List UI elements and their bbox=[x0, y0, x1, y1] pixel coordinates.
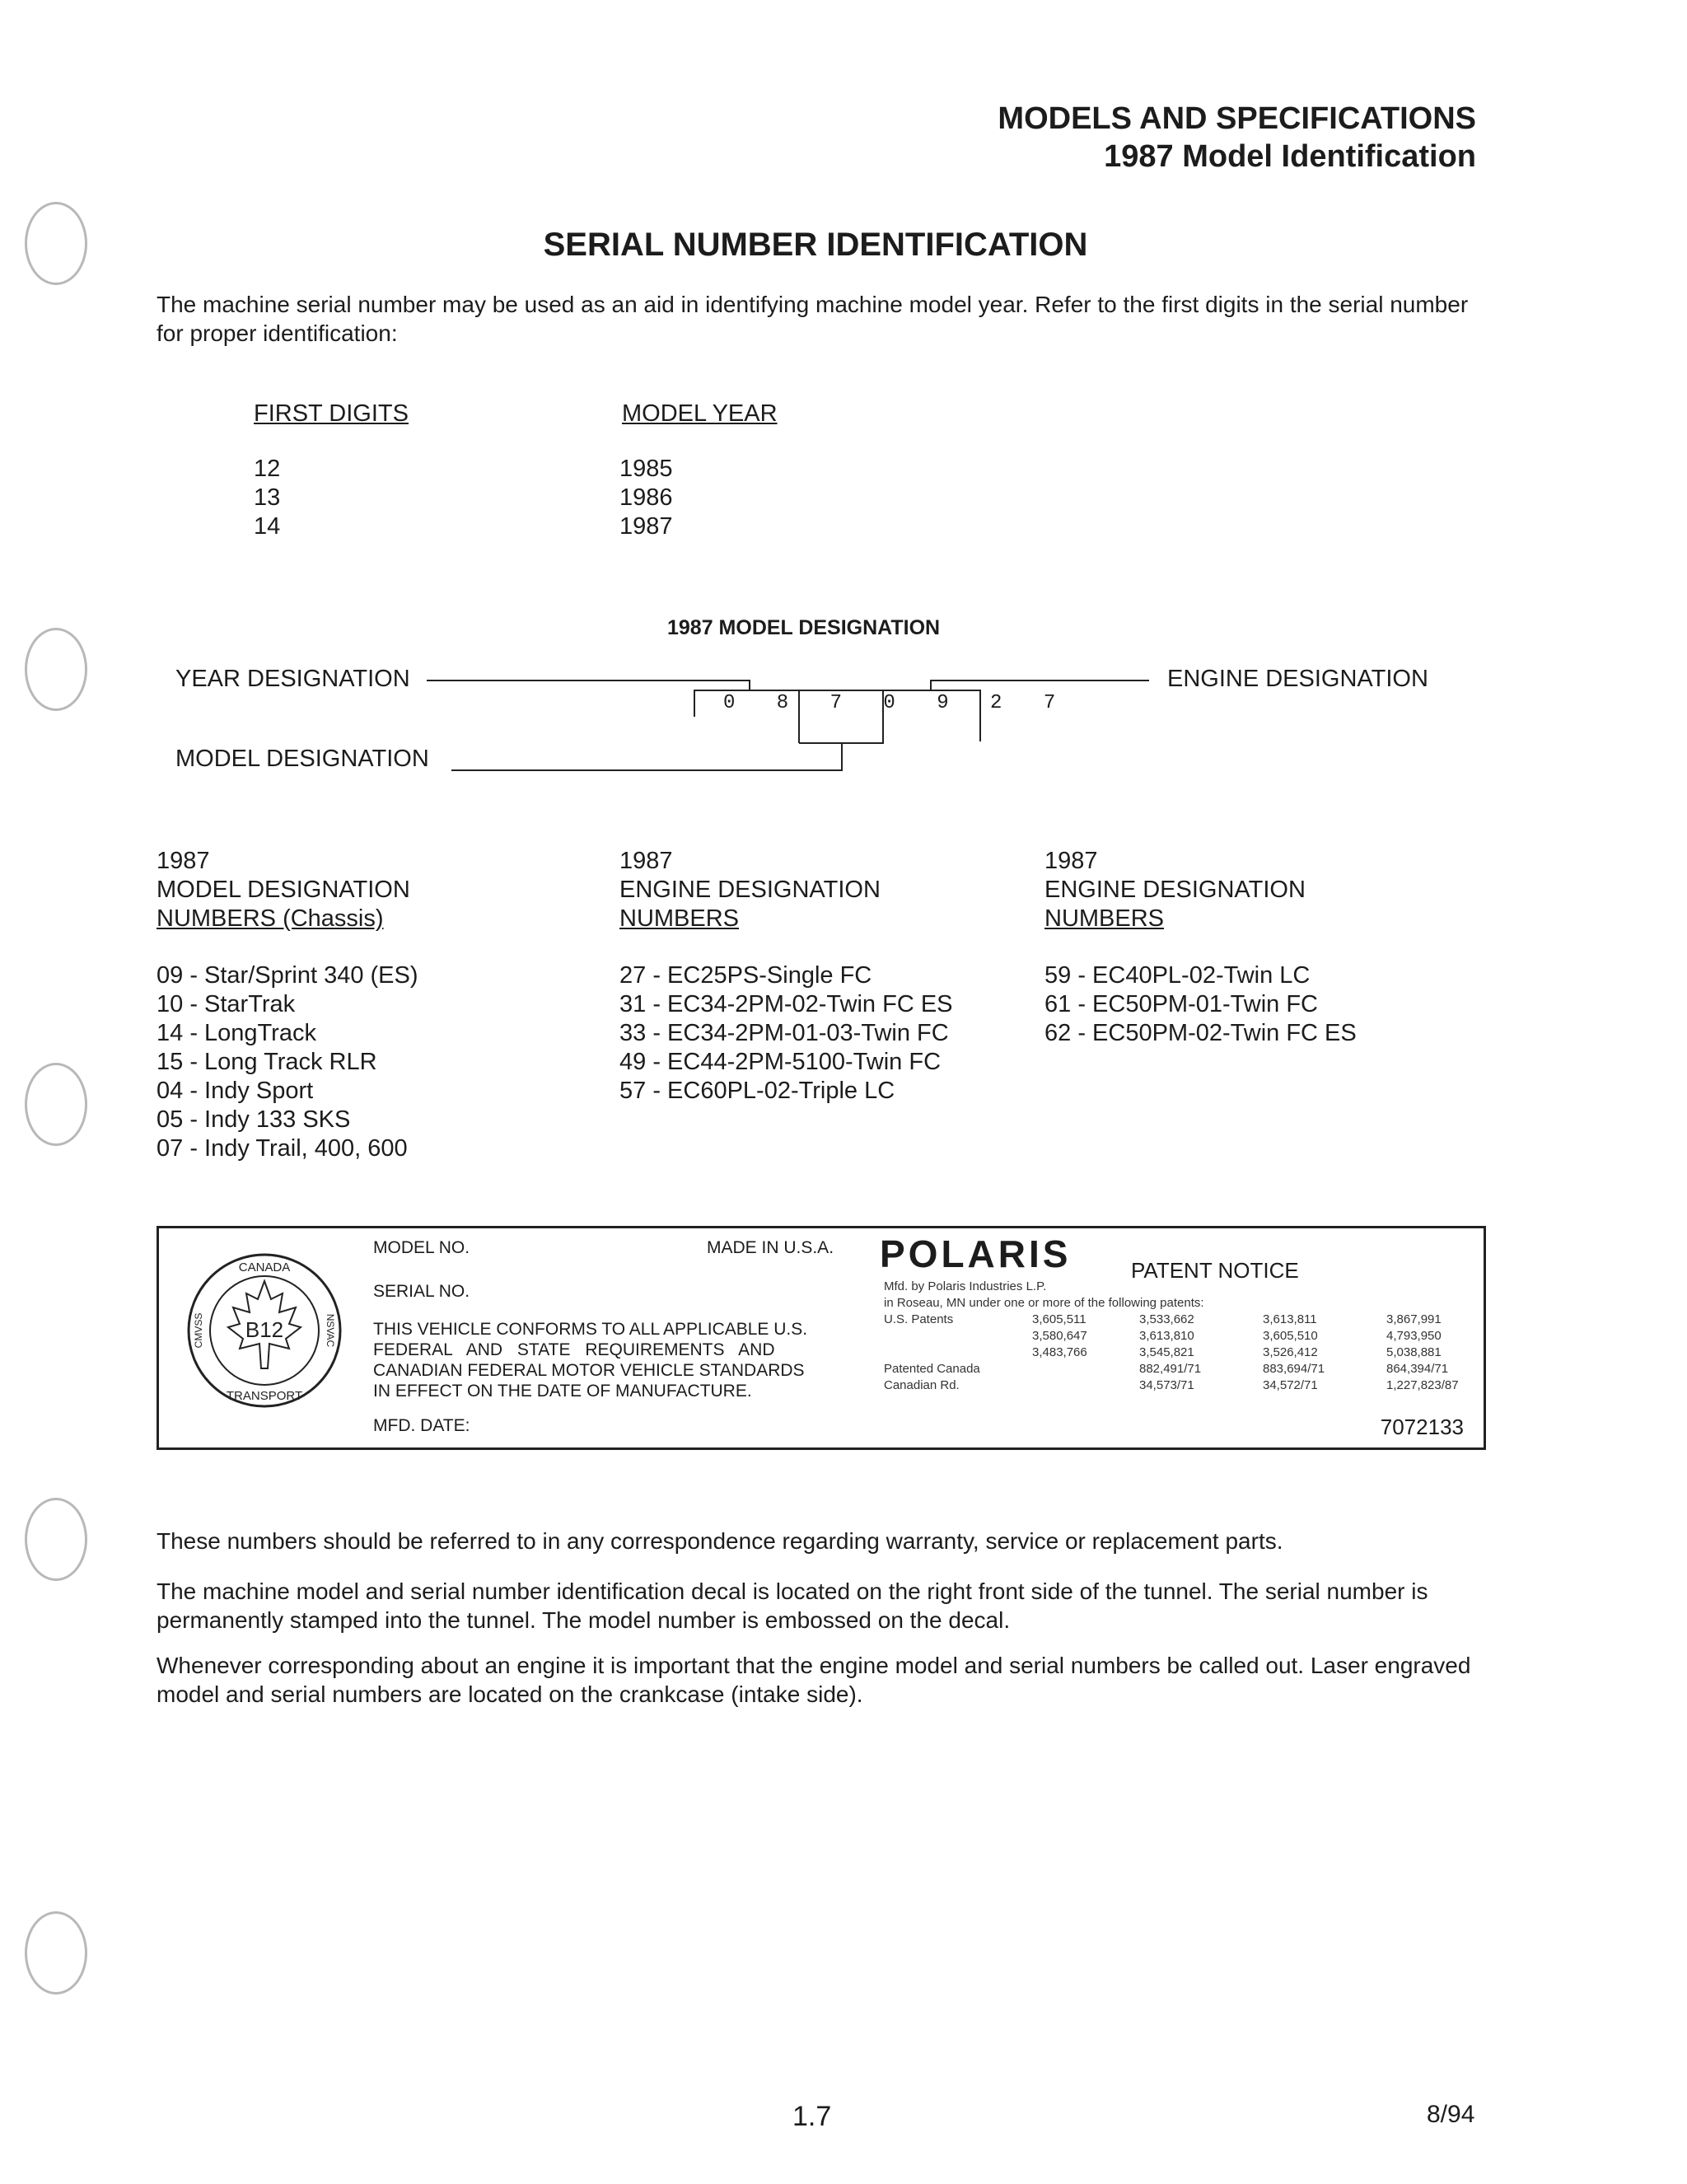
location-text: in Roseau, MN under one or more of the following patents: bbox=[884, 1296, 1204, 1310]
patent-value: 34,573/71 bbox=[1139, 1378, 1194, 1392]
first-digits-value: 12 bbox=[254, 456, 281, 482]
model-year-heading: MODEL YEAR bbox=[622, 400, 778, 427]
model-no-label: MODEL NO. bbox=[373, 1238, 470, 1257]
patent-value: 3,580,647 bbox=[1032, 1329, 1087, 1343]
table-heading: ENGINE DESIGNATION bbox=[619, 877, 881, 903]
list-item: 31 - EC34-2PM-02-Twin FC ES bbox=[619, 991, 953, 1017]
patent-value: 3,526,412 bbox=[1263, 1345, 1318, 1359]
serial-intro: The machine serial number may be used as an aid in identifying machine model year. Refer to the first digits in the serial number for proper identification: bbox=[157, 292, 1469, 346]
list-item: 09 - Star/Sprint 340 (ES) bbox=[157, 962, 418, 989]
first-digits-value: 14 bbox=[254, 513, 281, 540]
revision-date: 8/94 bbox=[1427, 2101, 1475, 2128]
conformity-statement bbox=[373, 1319, 807, 1401]
patent-value: 3,605,510 bbox=[1263, 1329, 1318, 1343]
patent-row bbox=[884, 1345, 1477, 1362]
table-year: 1987 bbox=[619, 848, 673, 874]
table-heading: ENGINE DESIGNATION bbox=[1044, 877, 1306, 903]
table-subheading: NUMBERS bbox=[1044, 905, 1165, 932]
patent-value: 883,694/71 bbox=[1263, 1362, 1325, 1376]
patent-value: 34,572/71 bbox=[1263, 1378, 1318, 1392]
model-designation-label: MODEL DESIGNATION bbox=[175, 746, 429, 772]
model-year-value: 1985 bbox=[619, 456, 673, 482]
polaris-logo: POLARIS bbox=[880, 1232, 1072, 1275]
mfd-date-label: MFD. DATE: bbox=[373, 1416, 470, 1435]
patent-value: 3,613,811 bbox=[1263, 1312, 1317, 1326]
seal-center-text: B12 bbox=[245, 1317, 284, 1342]
model-designation-table bbox=[157, 847, 418, 1163]
made-in-label: MADE IN U.S.A. bbox=[707, 1238, 834, 1257]
list-item: 15 - Long Track RLR bbox=[157, 1049, 377, 1075]
patent-value: 3,613,810 bbox=[1139, 1329, 1194, 1343]
patent-table bbox=[884, 1312, 1477, 1395]
designation-diagram-title: 1987 MODEL DESIGNATION bbox=[667, 616, 941, 639]
patent-row-label: U.S. Patents bbox=[884, 1312, 954, 1326]
patent-row-label: Patented Canada bbox=[884, 1362, 980, 1376]
model-year-value: 1987 bbox=[619, 513, 673, 540]
patent-notice-heading: PATENT NOTICE bbox=[1131, 1258, 1299, 1283]
conformity-line: FEDERAL AND STATE REQUIREMENTS AND bbox=[373, 1340, 775, 1359]
engine-designation-table-2 bbox=[1044, 847, 1357, 1048]
serial-no-label: SERIAL NO. bbox=[373, 1282, 470, 1301]
list-item: 27 - EC25PS-Single FC bbox=[619, 962, 872, 989]
table-year: 1987 bbox=[157, 848, 210, 874]
patent-value: 3,605,511 bbox=[1032, 1312, 1087, 1326]
canada-transport-seal-icon bbox=[182, 1248, 347, 1413]
first-digits-heading: FIRST DIGITS bbox=[254, 400, 409, 427]
subsection-title: 1987 Model Identification bbox=[1104, 139, 1476, 174]
list-item: 07 - Indy Trail, 400, 600 bbox=[157, 1135, 408, 1162]
patent-value: 3,533,662 bbox=[1139, 1312, 1194, 1326]
list-item: 04 - Indy Sport bbox=[157, 1078, 314, 1104]
binder-hole-5 bbox=[25, 1911, 87, 1995]
patent-value: 1,227,823/87 bbox=[1386, 1378, 1459, 1392]
identification-decal bbox=[157, 1226, 1486, 1450]
mfd-by-text: Mfd. by Polaris Industries L.P. bbox=[884, 1279, 1047, 1293]
decal-part-number: 7072133 bbox=[1380, 1415, 1464, 1439]
year-designation-label: YEAR DESIGNATION bbox=[175, 666, 410, 692]
patent-value: 3,867,991 bbox=[1386, 1312, 1442, 1326]
model-year-value: 1986 bbox=[619, 484, 673, 511]
conformity-line: CANADIAN FEDERAL MOTOR VEHICLE STANDARDS bbox=[373, 1361, 805, 1380]
patent-row bbox=[884, 1312, 1477, 1329]
seal-left-text: CMVSS bbox=[193, 1312, 204, 1349]
table-subheading: NUMBERS (Chassis) bbox=[157, 905, 384, 932]
engine-designation-table-1 bbox=[619, 847, 953, 1106]
patent-value: 3,483,766 bbox=[1032, 1345, 1087, 1359]
note-engine-serial: Whenever corresponding about an engine it is important that the engine model and serial numbers be called out. Laser engraved model and serial numbers are located on the crankcase (intake side). bbox=[157, 1653, 1471, 1707]
conformity-line: THIS VEHICLE CONFORMS TO ALL APPLICABLE U.S. bbox=[373, 1320, 808, 1339]
list-item: 33 - EC34-2PM-01-03-Twin FC bbox=[619, 1020, 949, 1046]
conformity-line: IN EFFECT ON THE DATE OF MANUFACTURE. bbox=[373, 1382, 752, 1401]
table-heading: MODEL DESIGNATION bbox=[157, 877, 410, 903]
patent-value: 864,394/71 bbox=[1386, 1362, 1449, 1376]
serial-digits: 0 8 7 0 9 2 7 bbox=[723, 692, 1071, 714]
list-item: 62 - EC50PM-02-Twin FC ES bbox=[1044, 1020, 1357, 1046]
patent-value: 4,793,950 bbox=[1386, 1329, 1442, 1343]
section-title: MODELS AND SPECIFICATIONS bbox=[998, 101, 1476, 136]
seal-right-text: NSVAC bbox=[325, 1313, 336, 1348]
patent-row-label: Canadian Rd. bbox=[884, 1378, 960, 1392]
binder-hole-3 bbox=[25, 1063, 87, 1146]
list-item: 05 - Indy 133 SKS bbox=[157, 1106, 351, 1133]
note-decal-location: The machine model and serial number identification decal is located on the right front side of the tunnel. The serial number is permanently stamped into the tunnel. The model number is embossed on the decal. bbox=[157, 1578, 1428, 1633]
note-correspondence: These numbers should be referred to in any correspondence regarding warranty, service or replacement parts. bbox=[157, 1528, 1283, 1554]
table-year: 1987 bbox=[1044, 848, 1098, 874]
patent-value: 3,545,821 bbox=[1139, 1345, 1194, 1359]
patent-value: 5,038,881 bbox=[1386, 1345, 1442, 1359]
binder-hole-4 bbox=[25, 1498, 87, 1581]
patent-value: 882,491/71 bbox=[1139, 1362, 1202, 1376]
seal-top-text: CANADA bbox=[238, 1260, 291, 1274]
list-item: 59 - EC40PL-02-Twin LC bbox=[1044, 962, 1311, 989]
patent-row bbox=[884, 1378, 1477, 1395]
seal-bottom-text: TRANSPORT bbox=[226, 1389, 303, 1403]
list-item: 61 - EC50PM-01-Twin FC bbox=[1044, 991, 1318, 1017]
list-item: 57 - EC60PL-02-Triple LC bbox=[619, 1078, 895, 1104]
list-item: 14 - LongTrack bbox=[157, 1020, 316, 1046]
list-item: 49 - EC44-2PM-5100-Twin FC bbox=[619, 1049, 942, 1075]
serial-section-title: SERIAL NUMBER IDENTIFICATION bbox=[543, 227, 1088, 263]
table-subheading: NUMBERS bbox=[619, 905, 740, 932]
first-digits-value: 13 bbox=[254, 484, 281, 511]
patent-row bbox=[884, 1362, 1477, 1378]
list-item: 10 - StarTrak bbox=[157, 991, 296, 1017]
page-number: 1.7 bbox=[792, 2101, 832, 2132]
patent-row bbox=[884, 1329, 1477, 1345]
engine-designation-label: ENGINE DESIGNATION bbox=[1167, 666, 1428, 692]
designation-diagram-lines bbox=[0, 0, 1687, 824]
